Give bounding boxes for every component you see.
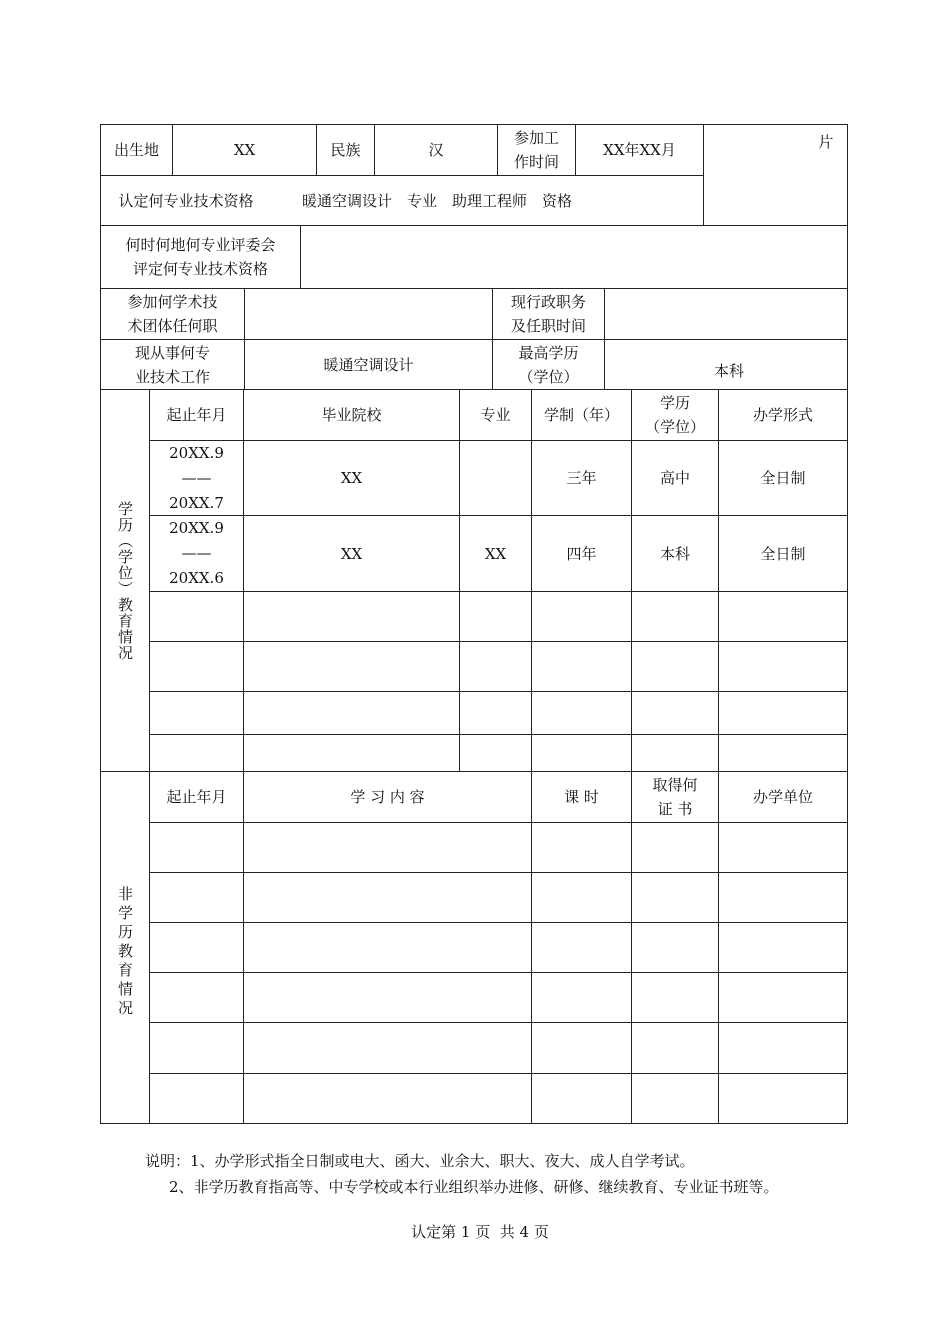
academic-header-mode: 办学形式 <box>752 406 813 424</box>
academic-section-label <box>101 390 149 771</box>
page-number: 认定第 1 页 共 4 页 <box>411 1223 549 1241</box>
row-degree[interactable]: 本科 <box>659 544 690 563</box>
current-work-value[interactable]: 暖通空调设计 <box>323 355 414 374</box>
academic-header-degree <box>632 390 718 440</box>
society-label <box>101 289 244 339</box>
academic-section-text: 学历（学位）教育情况 <box>116 500 134 661</box>
row-degree[interactable]: 高中 <box>659 469 690 487</box>
academic-header-degree-line2: （学位） <box>644 418 705 436</box>
rule <box>149 872 848 873</box>
academic-header-major: 专业 <box>480 406 511 424</box>
birthplace-label: 出生地 <box>113 141 159 159</box>
rule <box>149 922 848 923</box>
row-dash: —— <box>181 468 212 487</box>
row-start: 20XX.9 <box>169 443 224 462</box>
rule <box>149 1022 848 1023</box>
non-academic-header-cert-line1: 取得何 <box>652 776 698 794</box>
rule <box>149 1073 848 1074</box>
non-academic-header-period: 起止年月 <box>166 788 227 806</box>
admin-value[interactable] <box>605 289 847 339</box>
row-dash: —— <box>181 544 212 562</box>
non-academic-section-text: 非学历教育情况 <box>116 886 134 1019</box>
assessed-label <box>101 226 300 288</box>
degree-label-line2: （学位） <box>518 367 579 386</box>
row-major[interactable]: XX <box>484 544 507 563</box>
photo-label: 片 <box>818 133 834 151</box>
ethnicity-label: 民族 <box>330 141 361 159</box>
non-academic-header-org: 办学单位 <box>752 788 813 806</box>
ethnicity-value[interactable]: 汉 <box>428 141 444 159</box>
academic-header-degree-line1: 学历 <box>659 394 690 412</box>
society-label-line1: 参加何学术技 <box>127 293 218 311</box>
row-period[interactable] <box>150 441 243 515</box>
assessed-label-line1: 何时何地何专业评委会 <box>125 236 276 254</box>
assessed-label-line2: 评定何专业技术资格 <box>132 260 268 278</box>
non-academic-header-content: 学 习 内 容 <box>350 788 425 806</box>
academic-header-duration: 学制（年） <box>543 406 619 424</box>
society-label-line2: 术团体任何职 <box>127 317 218 335</box>
row-school[interactable]: XX <box>340 544 363 563</box>
work-start-label <box>498 125 575 175</box>
non-academic-header-cert <box>632 772 718 822</box>
admin-label-line2: 及任职时间 <box>510 317 586 335</box>
row-duration[interactable]: 三年 <box>566 469 597 487</box>
degree-label-line1: 最高学历 <box>518 343 579 362</box>
non-academic-header-hours: 课 时 <box>564 788 599 806</box>
assessed-value[interactable] <box>301 226 847 288</box>
academic-header-period: 起止年月 <box>166 406 227 424</box>
qualification-label: 认定何专业技术资格 <box>118 191 254 210</box>
rule <box>149 734 848 735</box>
border-right <box>847 124 848 1124</box>
non-academic-section-label <box>101 772 149 1123</box>
row-start: 20XX.9 <box>169 519 224 537</box>
row-duration[interactable]: 四年 <box>566 544 597 563</box>
rule <box>149 822 848 823</box>
rule <box>149 691 848 692</box>
society-value[interactable] <box>245 289 492 339</box>
row-school[interactable]: XX <box>340 469 363 487</box>
rule <box>703 124 704 225</box>
note-line-1: 说明：1、办学形式指全日制或电大、函大、业余大、职大、夜大、成人自学考试。 <box>145 1152 695 1170</box>
degree-value[interactable]: 本科 <box>713 361 744 380</box>
row-major[interactable] <box>460 441 531 515</box>
row-period[interactable] <box>150 516 243 591</box>
work-start-label-line1: 参加工 <box>513 129 559 147</box>
row-mode[interactable]: 全日制 <box>760 469 806 487</box>
birthplace-value[interactable]: XX <box>233 141 256 159</box>
admin-label <box>493 289 604 339</box>
work-start-value[interactable]: XX年XX月 <box>603 141 676 159</box>
row-end: 20XX.6 <box>169 569 224 587</box>
qualification-value[interactable]: 暖通空调设计 专业 助理工程师 资格 <box>302 191 573 210</box>
work-start-label-line2: 作时间 <box>513 153 559 171</box>
non-academic-header-cert-line2: 证 书 <box>657 800 693 818</box>
academic-header-school: 毕业院校 <box>321 406 382 424</box>
degree-label <box>493 340 604 389</box>
current-work-label-line1: 现从事何专 <box>134 343 210 362</box>
row-mode[interactable]: 全日制 <box>760 544 806 563</box>
rule <box>149 641 848 642</box>
rule <box>149 591 848 592</box>
current-work-label-line2: 业技术工作 <box>134 367 210 386</box>
rule <box>149 972 848 973</box>
row-end: 20XX.7 <box>169 493 224 512</box>
border-bottom <box>100 1123 848 1124</box>
current-work-label <box>101 340 244 389</box>
note-line-2: 2、非学历教育指高等、中专学校或本行业组织举办进修、研修、继续教育、专业证书班等。 <box>169 1178 779 1196</box>
admin-label-line1: 现行政职务 <box>510 293 586 311</box>
